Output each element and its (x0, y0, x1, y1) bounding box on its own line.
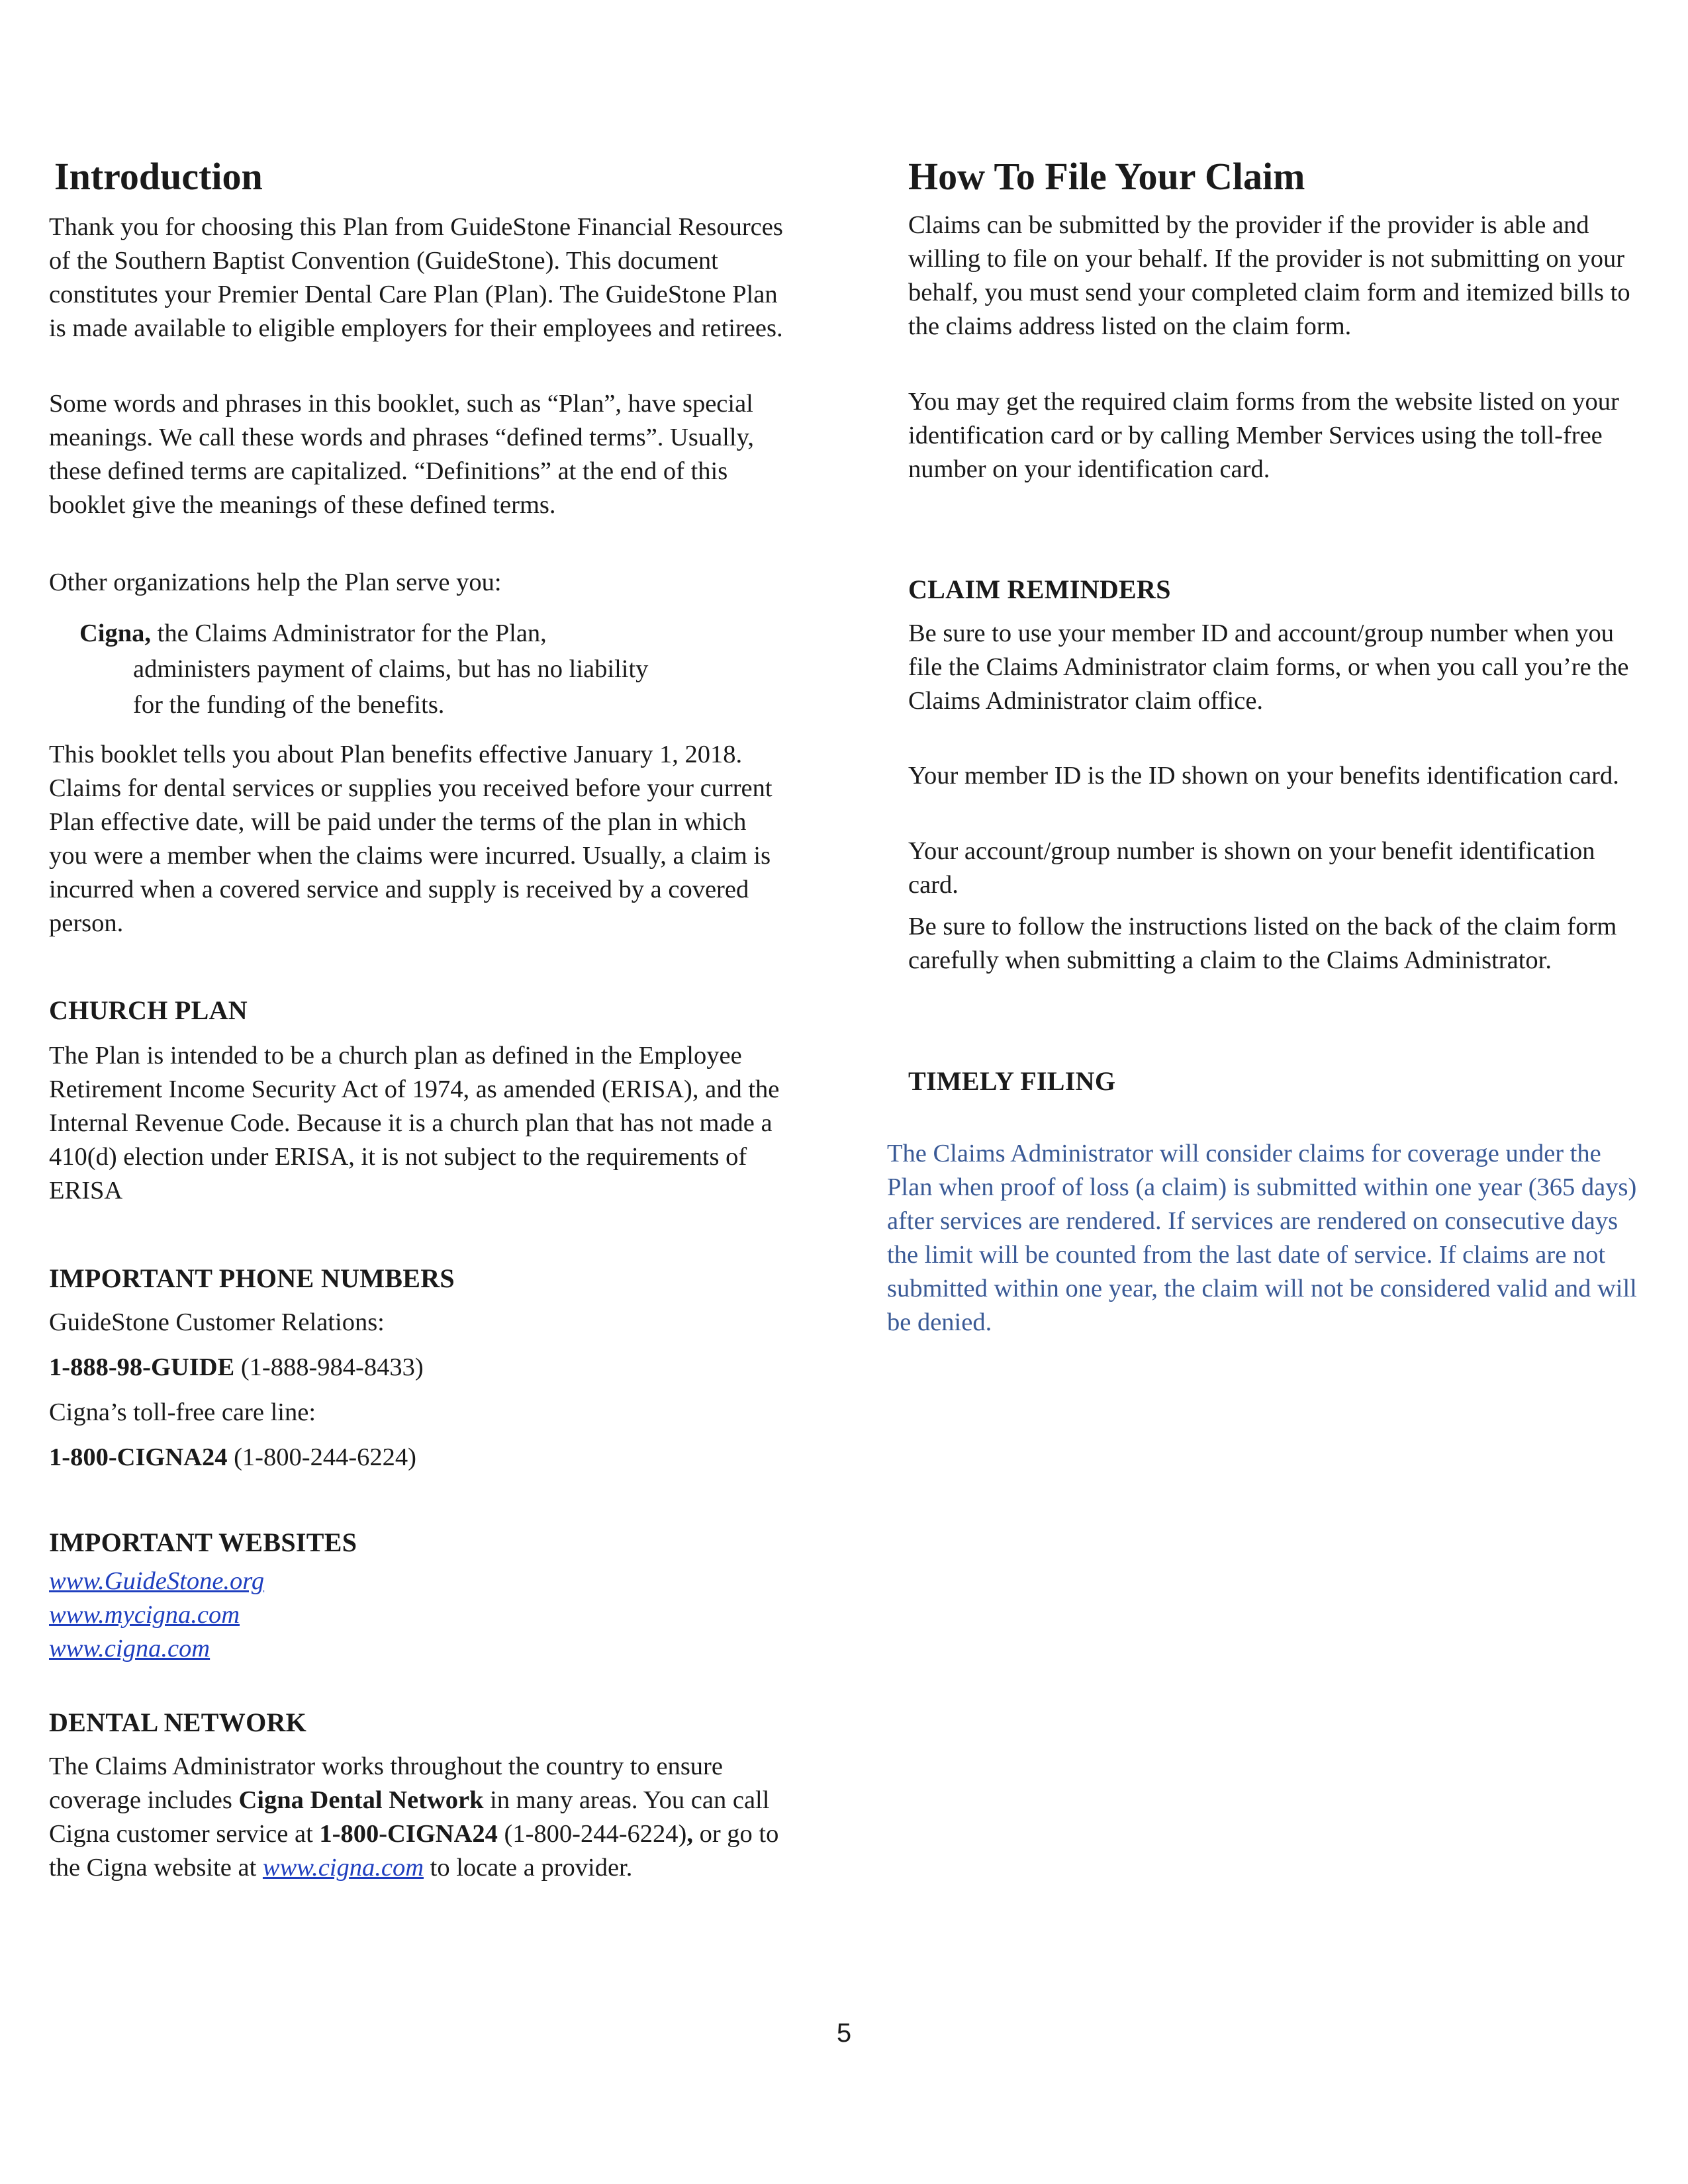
phone1-label: GuideStone Customer Relations: (49, 1308, 385, 1336)
reminders-paragraph-3: Your account/group number is shown on your benefit identification card. (908, 837, 1595, 899)
cigna-name: Cigna, (79, 619, 152, 647)
dental-network-heading: DENTAL NETWORK (49, 1707, 307, 1737)
church-plan-paragraph: The Plan is intended to be a church plan as defined in the Employee Retirement Income Security Act of 1974, as amended (ERISA), and the Internal Revenue Code. Because it is a church plan that has not made a 410(d) election under ERISA, it is not subject to the requirements of ERISA (49, 1042, 780, 1205)
phone-numbers-heading: IMPORTANT PHONE NUMBERS (49, 1263, 455, 1293)
file-claim-paragraph-2: You may get the required claim forms from the website listed on your identification card or by calling Member Services using the toll-free number on your identification card. (908, 388, 1619, 483)
cigna-line-3: for the funding of the benefits. (133, 691, 445, 719)
intro-paragraph-1: Thank you for choosing this Plan from GuideStone Financial Resources of the Southern Baptist Convention (GuideStone). This document constitutes your Premier Dental Care Plan (Plan). The GuideStone Plan is made available to eligible employers for their employees and retirees. (49, 213, 783, 342)
church-plan-heading: CHURCH PLAN (49, 995, 248, 1025)
page-number: 5 (836, 2019, 852, 2048)
reminders-paragraph-4: Be sure to follow the instructions listed on the back of the claim form carefully when submitting a claim to the Claims Administrator. (908, 913, 1617, 974)
cigna-line-2: administers payment of claims, but has no liability (133, 655, 649, 683)
timely-filing-paragraph: The Claims Administrator will consider claims for coverage under the Plan when proof of loss (a claim) is submitted within one year (365 days) after services are rendered. If services are rendered on consecutive days the limit will be counted from the last date of service. If claims are not submitted within one year, the claim will not be considered valid and will be denied. (887, 1140, 1637, 1336)
intro-paragraph-3: Other organizations help the Plan serve you: (49, 569, 502, 596)
cigna-description (49, 615, 784, 723)
file-claim-paragraph-1: Claims can be submitted by the provider if the provider is able and willing to file on your behalf. If the provider is not submitting on your behalf, you must send your completed claim form and itemized bills to the claims address listed on the claim form. (908, 211, 1630, 340)
file-claim-heading: How To File Your Claim (908, 155, 1305, 198)
website-link-mycigna[interactable]: www.mycigna.com (49, 1601, 240, 1629)
intro-heading: Introduction (54, 155, 263, 198)
claim-reminders-heading: CLAIM REMINDERS (908, 574, 1171, 604)
reminders-paragraph-2: Your member ID is the ID shown on your benefits identification card. (908, 762, 1619, 790)
network-cigna-link[interactable]: www.cigna.com (262, 1854, 424, 1882)
phone1-number: 1-888-98-GUIDE (1-888-984-8433) (49, 1353, 424, 1381)
intro-paragraph-4: This booklet tells you about Plan benefits effective January 1, 2018. Claims for dental services or supplies you received before your current Plan effective date, will be paid under the terms of the plan in which you were a member when the claims were incurred. Usually, a claim is incurred when a covered service and supply is received by a covered person. (49, 741, 773, 937)
website-link-cigna[interactable]: www.cigna.com (49, 1635, 211, 1662)
timely-filing-heading: TIMELY FILING (908, 1066, 1116, 1096)
websites-heading: IMPORTANT WEBSITES (49, 1527, 357, 1557)
phone2-number: 1-800-CIGNA24 (1-800-244-6224) (49, 1443, 416, 1471)
reminders-paragraph-1: Be sure to use your member ID and account/group number when you file the Claims Administrator claim forms, or when you call you’re the Claims Administrator claim office. (908, 619, 1629, 715)
website-link-guidestone[interactable]: www.GuideStone.org (49, 1567, 265, 1595)
intro-paragraph-2: Some words and phrases in this booklet, such as “Plan”, have special meanings. We call these words and phrases “defined terms”. Usually, these defined terms are capitalized. “Definitions” at the end of this booklet give the meanings of these defined terms. (49, 390, 754, 519)
phone2-label: Cigna’s toll-free care line: (49, 1398, 316, 1426)
cigna-line-1: Cigna, the Claims Administrator for the Plan, (79, 619, 547, 647)
dental-network-paragraph: The Claims Administrator works throughout the country to ensure coverage includes Cigna Dental Network in many areas. You can call Cigna customer service at 1-800-CIGNA24 (1-800-244-6224), or go to the Cigna website at www.cigna.com to locate a provider. (49, 1752, 779, 1882)
